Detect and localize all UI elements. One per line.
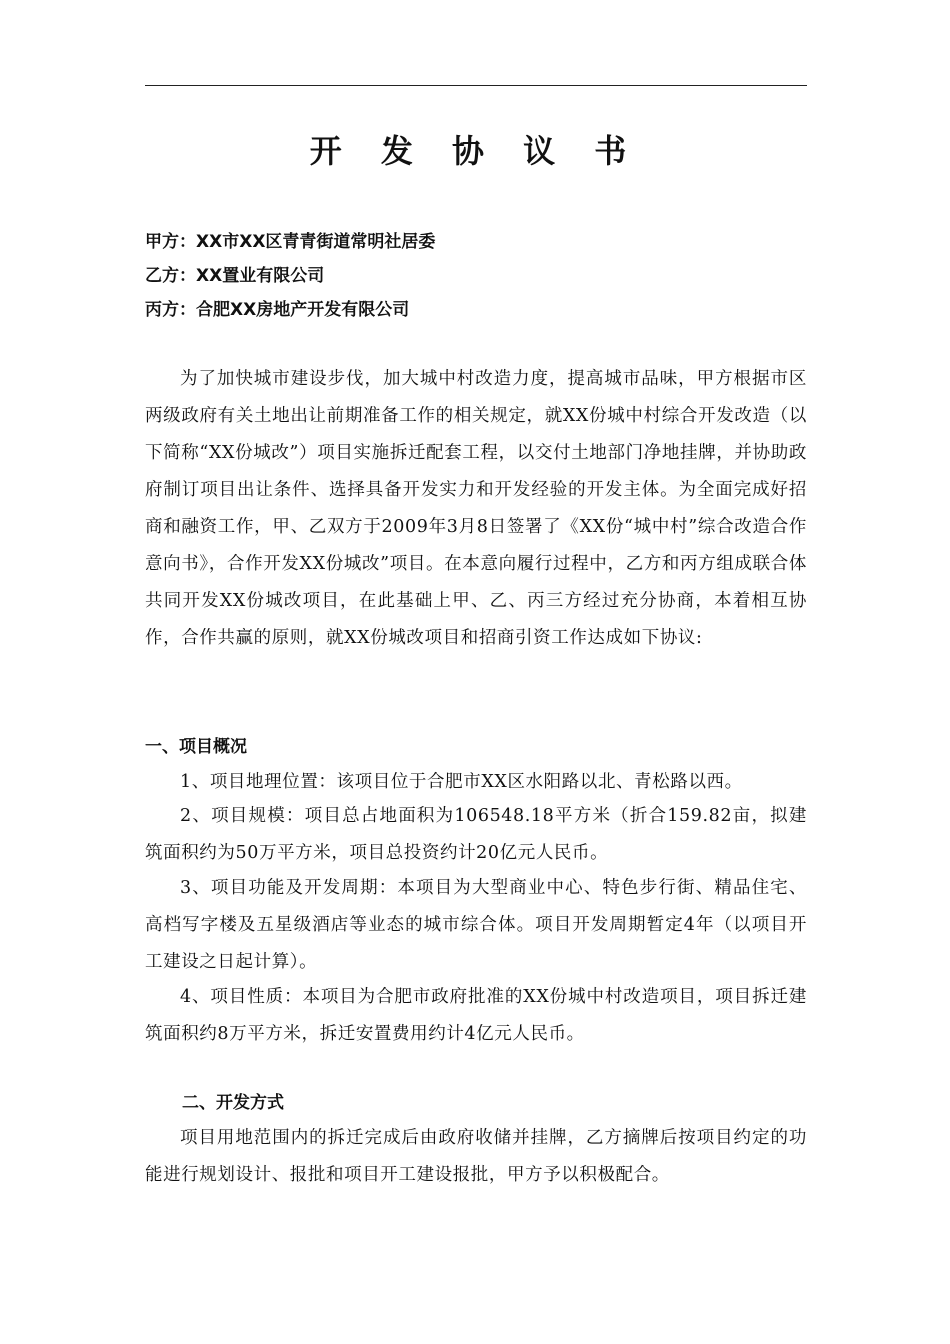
overview-item-nature: 4、项目性质：本项目为合肥市政府批准的XX份城中村改造项目，项目拆迁建筑面积约8万平方米，拆迁安置费用约计4亿元人民币。	[145, 987, 807, 1044]
party-a: 甲方：XX市XX区青青街道常明社居委	[145, 232, 436, 252]
section-heading-overview: 一、项目概况	[145, 737, 247, 757]
party-c: 丙方：合肥XX房地产开发有限公司	[145, 300, 410, 320]
document-title: 开 发 协 议 书	[309, 132, 641, 170]
overview-item-location: 1、项目地理位置：该项目位于合肥市XX区水阳路以北、青松路以西。	[180, 772, 743, 792]
section-heading-development: 二、开发方式	[182, 1093, 284, 1113]
development-paragraph: 项目用地范围内的拆迁完成后由政府收储并挂牌，乙方摘牌后按项目约定的功能进行规划设计、报批和项目开工建设报批，甲方予以积极配合。	[145, 1128, 807, 1185]
preamble-paragraph: 为了加快城市建设步伐，加大城中村改造力度，提高城市品味，甲方根据市区两级政府有关土地出让前期准备工作的相关规定，就XX份城中村综合开发改造（以下简称“XX份城改”）项目实施拆迁配套工程，以交付土地部门净地挂牌，并协助政府制订项目出让条件、选择具备开发实力和开发经验的开发主体。为全面完成好招商和融资工作，甲、乙双方于2009年3月8日签署了《XX份“城中村”综合改造合作意向书》，合作开发XX份城改”项目。在本意向履行过程中，乙方和丙方组成联合体共同开发XX份城改项目，在此基础上甲、乙、丙三方经过充分协商，本着相互协作，合作共赢的原则，就XX份城改项目和招商引资工作达成如下协议:	[145, 369, 807, 648]
header-rule	[145, 85, 807, 86]
overview-item-scale: 2、项目规模：项目总占地面积为106548.18平方米（折合159.82亩，拟建筑面积约为50万平方米，项目总投资约计20亿元人民币。	[145, 806, 807, 863]
overview-item-function: 3、项目功能及开发周期：本项目为大型商业中心、特色步行街、精品住宅、高档写字楼及五星级酒店等业态的城市综合体。项目开发周期暂定4年（以项目开工建设之日起计算）。	[145, 878, 807, 972]
party-b: 乙方：XX置业有限公司	[145, 266, 325, 286]
